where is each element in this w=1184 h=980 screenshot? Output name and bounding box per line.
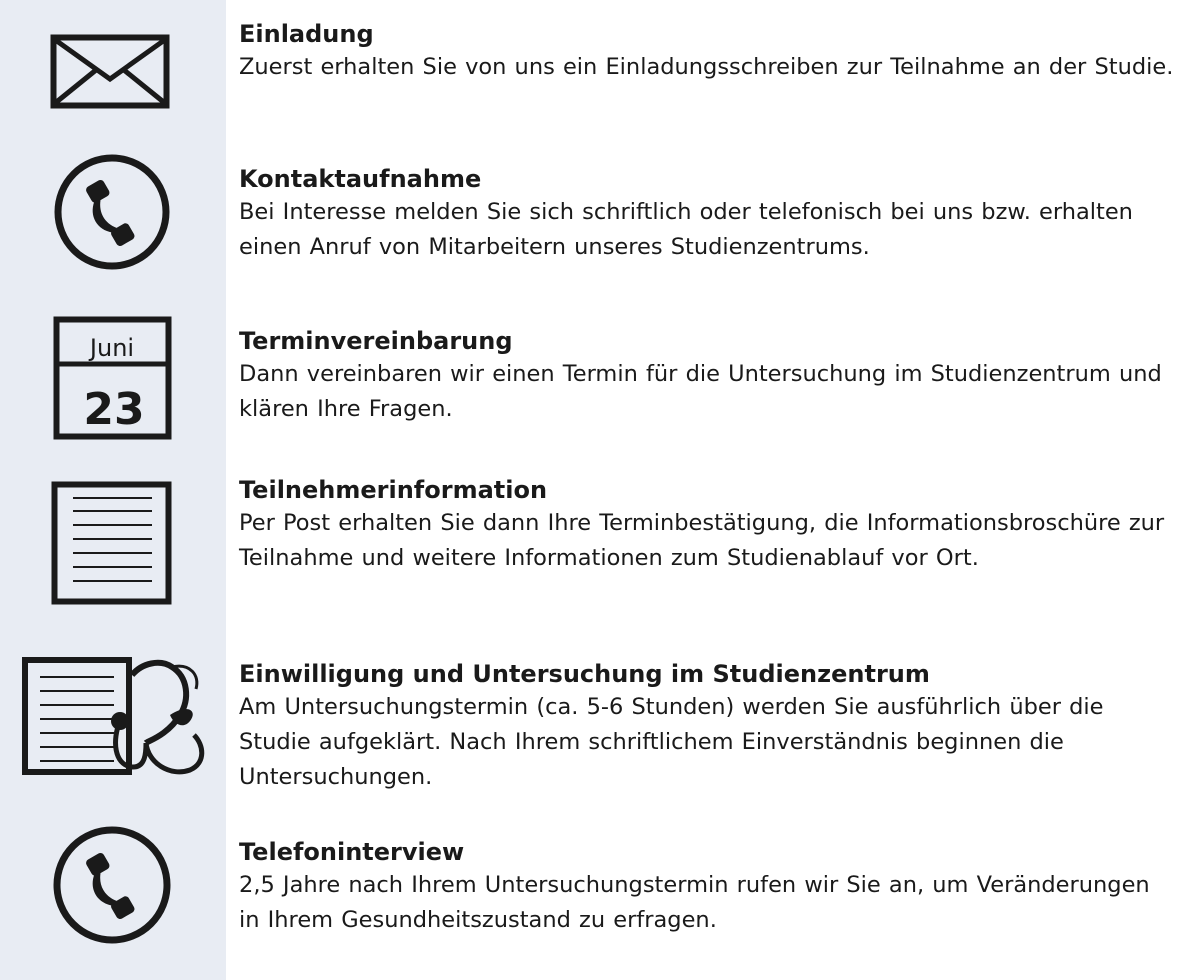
step-terminvereinbarung xyxy=(239,325,1174,427)
calendar-icon xyxy=(53,316,175,442)
step-einwilligung-untersuchung xyxy=(239,658,1174,795)
calendar-day: 23 xyxy=(83,384,145,435)
step-description: 2,5 Jahre nach Ihrem Untersuchungstermin rufen wir Sie an, um Veränderungen in Ihrem Gesundheitszustand zu erfragen. xyxy=(239,872,1150,933)
step-description: Zuerst erhalten Sie von uns ein Einladungsschreiben zur Teilnahme an der Studie. xyxy=(239,54,1174,80)
step-description: Bei Interesse melden Sie sich schriftlich oder telefonisch bei uns bzw. erhalten einen Anruf von Mitarbeitern unseres Studienzentrums. xyxy=(239,199,1133,260)
step-description: Am Untersuchungstermin (ca. 5-6 Stunden) werden Sie ausführlich über die Studie aufgeklärt. Nach Ihrem schriftlichem Einverständnis beginnen die Untersuchungen. xyxy=(239,694,1104,790)
step-title: Kontaktaufnahme xyxy=(239,165,482,193)
phone-icon xyxy=(51,824,173,946)
phone-icon xyxy=(52,152,172,272)
calendar-month: Juni xyxy=(89,334,135,362)
step-kontaktaufnahme xyxy=(239,163,1174,265)
envelope-icon xyxy=(50,34,172,110)
step-description: Per Post erhalten Sie dann Ihre Terminbestätigung, die Informationsbroschüre zur Teilnahme und weitere Informationen zum Studienablauf vor Ort. xyxy=(239,510,1165,571)
step-einladung xyxy=(239,18,1174,85)
step-title: Telefoninterview xyxy=(239,838,465,866)
step-title: Einladung xyxy=(239,20,374,48)
step-title: Einwilligung und Untersuchung im Studienzentrum xyxy=(239,660,930,688)
step-telefoninterview xyxy=(239,836,1174,938)
step-title: Terminvereinbarung xyxy=(239,327,513,355)
step-description: Dann vereinbaren wir einen Termin für die Untersuchung im Studienzentrum und klären Ihre Fragen. xyxy=(239,361,1162,422)
document-icon xyxy=(51,481,173,607)
step-teilnehmerinformation xyxy=(239,474,1174,576)
step-title: Teilnehmerinformation xyxy=(239,476,548,504)
document-stethoscope-icon xyxy=(20,655,212,780)
